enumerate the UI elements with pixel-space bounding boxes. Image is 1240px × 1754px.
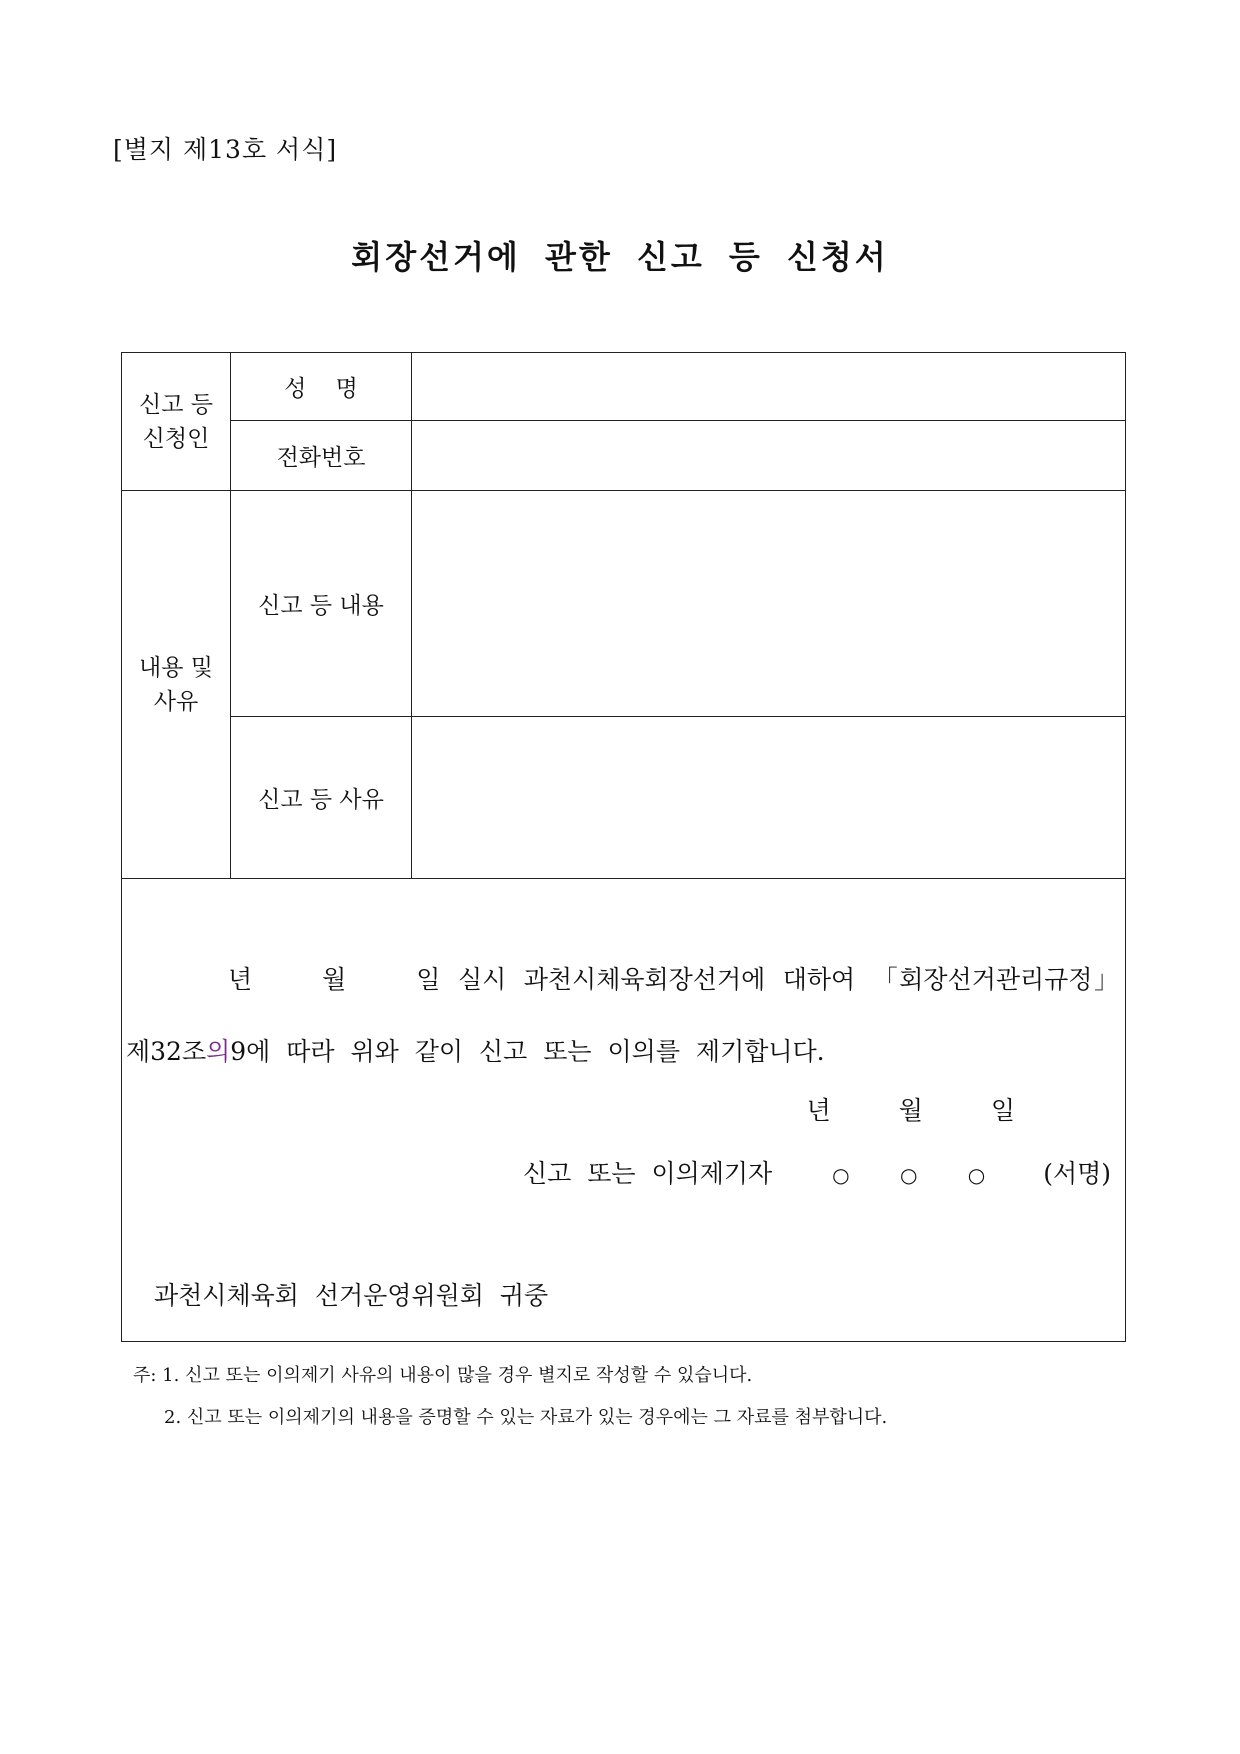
name-label-cell [231,353,412,421]
phone-row [122,421,1126,491]
details-group-line2: 사유 [153,688,199,715]
signer-name-placeholder[interactable]: ○ ○ ○ [832,1163,1004,1187]
declaration-signer [523,1154,1111,1190]
phone-label: 전화번호 [276,445,366,471]
footnote-1: 주: 1. 신고 또는 이의제기 사유의 내용이 많을 경우 별지로 작성할 수 있습니다. [133,1365,753,1386]
reason-label-cell [231,717,412,879]
content-row [122,491,1126,717]
signer-label: 신고 또는 이의제기자 [522,1159,773,1188]
name-row [122,353,1126,421]
declaration-text [122,944,1135,1088]
declaration-mark: 의 [206,1037,231,1066]
document-title: 회장선거에 관한 신고 등 신청서 [351,238,889,276]
footnotes [133,1355,887,1439]
content-field[interactable] [412,491,1126,717]
declaration-date: 년 월 일 [806,1096,1015,1125]
addressee: 과천시체육회 선거운영위원회 귀중 [154,1281,549,1310]
reason-label: 신고 등 사유 [258,787,384,813]
reason-field[interactable] [412,717,1126,879]
applicant-group-line2: 신청인 [142,425,210,452]
name-label: 성 명 [284,376,358,402]
details-group-label [122,491,231,879]
declaration-row [122,879,1126,1342]
footnote-2: 2. 신고 또는 이의제기의 내용을 증명할 수 있는 자료가 있는 경우에는 그 자료를 첨부합니다. [164,1407,888,1428]
reason-row [122,717,1126,879]
phone-field[interactable] [412,421,1126,491]
application-form-table [121,352,1135,1342]
declaration-cell [122,879,1135,1342]
content-label: 신고 등 내용 [258,593,384,619]
declaration-part1: 년 월 일 실시 과천시체육회장선거에 대하여 「회장선거관리규정」 제32조 [126,965,1135,1066]
details-group-line1: 내용 및 [139,654,213,681]
applicant-group-line1: 신고 등 [139,391,213,418]
signature-label: (서명) [1043,1159,1111,1188]
name-field[interactable] [412,353,1126,421]
applicant-group-label [122,353,231,491]
content-label-cell [231,491,412,717]
form-number-label: [별지 제13호 서식] [113,135,338,164]
declaration-part2: 9에 따라 위와 같이 신고 또는 이의를 제기합니다. [230,1037,825,1066]
phone-label-cell [231,421,412,491]
